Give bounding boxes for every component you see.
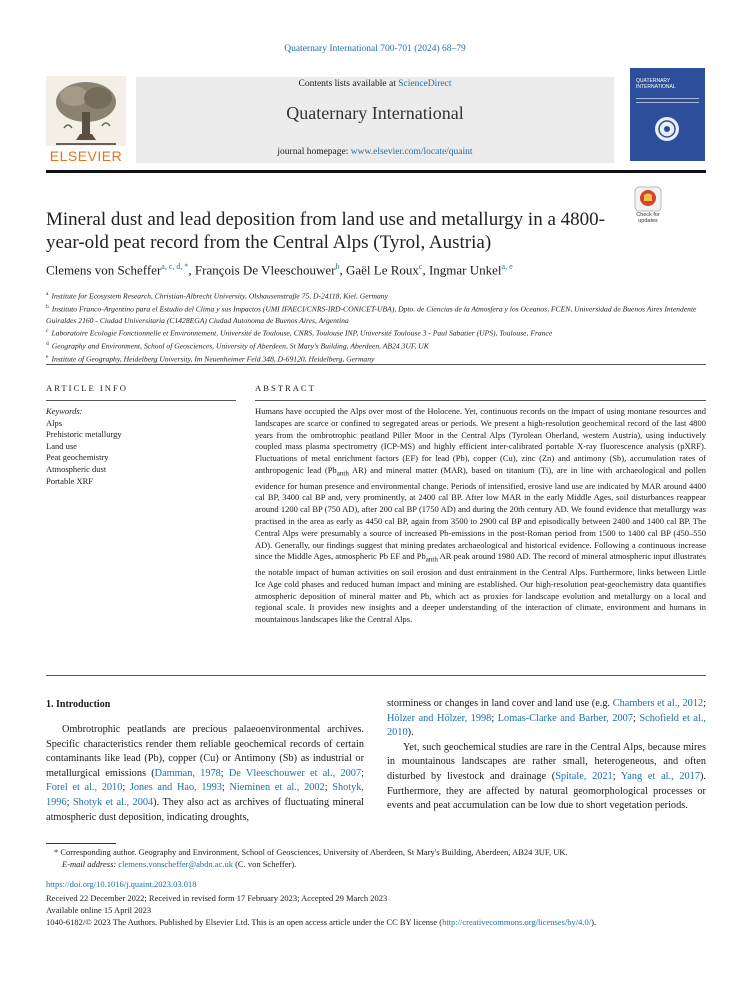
- check-for-updates-badge[interactable]: [630, 186, 666, 224]
- body-text: Ombrotrophic peatlands are precious palaeoenvironmental archives. Specific characteristics render them reliable geochemical records of certain contaminants like lead (Pb), copper (Cu) or Antimony (Sb) as industrial or metallurgical emissions (: [46, 724, 364, 779]
- body-text: ). They also act as archives of fluctuating mineral atmospheric dust deposition, indicating droughts,: [46, 796, 365, 823]
- author-name[interactable]: François De Vleeschouwer: [194, 262, 336, 278]
- author-name[interactable]: Clemens von Scheffer: [46, 262, 162, 278]
- author-affiliation-marks[interactable]: a, c, d, *: [161, 262, 189, 271]
- section-divider: [46, 675, 706, 676]
- article-title: Mineral dust and lead deposition from land use and metallurgy in a 4800-year-old peat record from the Central Alps (Tyrol, Austria): [46, 209, 605, 253]
- author-affiliation-marks[interactable]: b: [335, 262, 340, 271]
- reference-link[interactable]: Damman, 1978: [154, 767, 221, 779]
- abstract-part: Humans have occupied the Alps over most of the Holocene. Yet, continuous records on the impact of using montane resources and landscapes are scarce or confined to segregated areas or periods. We present a high-resolution geochemical record of the last 4800 years from the ombrotrophic peatland Piller Moor in the Central Alps (Tyrolean Oberland, western Austria), using inductively coupled mass plasma spectrometry (ICP-MS) and highly efficient inter-calibrated portable X-ray fluorescence analysis (pXRF). Fluctuations of metal enrichment factors (EF) for lead (Pb), copper (Cu), zinc (Zn) and antimony (Sb), accumulation rates of anthropogenic lead (Pb: [255, 406, 706, 476]
- introduction-left-column: [46, 723, 364, 825]
- affiliation-item: [46, 339, 706, 352]
- introduction-right-column: [387, 697, 706, 814]
- footnote-marker: *: [54, 847, 59, 857]
- abstract-text: [255, 406, 706, 626]
- ref-separator: ;: [122, 782, 130, 794]
- affiliation-text: Laboratoire Ecologie Fonctionnelle et Environnement, Université de Toulouse, CNRS, Toulouse INP, Université Toulouse 3 - Paul Sabatier (UPS), Toulouse, France: [51, 328, 553, 338]
- body-text: Yet, such geochemical studies are rare in the Central Alps, because mires in mountainous landscapes are rather small, heterogeneous, and often disturbed by livestock and drainage (: [387, 741, 706, 782]
- affiliation-mark: e: [46, 354, 49, 361]
- affiliation-text: Instituto Franco-Argentino para el Estudio del Clima y sus Impactos (UMI IFAECI/CNRS-IRD-CONICET-UBA), Dpto. de Ciencias de la Atmosfera y los Oceanos, FCEN, Universidad de Buenos Aires Intendente Guiraldes 2160 - Ciudad Universitaria (C1428EGA) Ciudad Autonoma de Buenos Aires, Argentina: [46, 304, 697, 325]
- check-updates-label: Check for updates: [636, 212, 660, 224]
- affiliation-item: [46, 302, 706, 326]
- ref-separator: ;: [612, 770, 621, 782]
- contents-available-line: [136, 79, 614, 89]
- cover-divider: [636, 102, 699, 103]
- license-text: 1040-6182/© 2023 The Authors. Published by Elsevier Ltd. This is an open access article under the CC BY license (: [46, 917, 443, 927]
- affiliation-text: Institute for Ecosystem Research, Christian-Albrecht University, Olshausenstraβe 75, D-24118, Kiel, Germany: [51, 291, 388, 301]
- author-list: Clemens von Scheffer$^{a, c, d, *}$, François De Vleeschouwer$^b$, Gaël Le Roux$^c$, Ingmar Unkel$^{a, e}$: [46, 262, 513, 278]
- homepage-prefix: journal homepage:: [277, 147, 351, 157]
- section-divider: [46, 364, 706, 365]
- email-link[interactable]: clemens.vonscheffer@abdn.ac.uk: [118, 859, 233, 870]
- body-text: storminess or changes in land cover and land use (e.g.: [387, 698, 613, 709]
- email-label: E-mail address:: [62, 859, 117, 870]
- ref-separator: ;: [632, 712, 640, 724]
- reference-link[interactable]: Spitale, 2021: [555, 770, 613, 782]
- keyword-item: Alps: [46, 417, 63, 428]
- reference-link[interactable]: Forel et al., 2010: [46, 782, 123, 794]
- keyword-item: Land use: [46, 440, 77, 451]
- abstract-subscript: anth: [425, 556, 438, 565]
- affiliation-mark: a: [46, 291, 49, 297]
- journal-homepage-link[interactable]: www.elsevier.com/locate/quaint: [350, 147, 473, 157]
- ref-separator: ;: [66, 796, 73, 808]
- reference-link[interactable]: Schofield et al., 2010: [387, 712, 707, 739]
- body-text: ). Furthermore, they are affected by natural geomorphological processes or events and peat accumulation can be low due to short vegetation periods.: [387, 770, 706, 812]
- reference-link[interactable]: Jones and Hao, 1993: [129, 782, 222, 794]
- reference-link[interactable]: Chambers et al., 2012: [612, 698, 704, 709]
- abstract-part: AR) and mineral matter (MAR), based on titanium (Ti), are in line with archaeological and pollen evidence for human presence and environmental change. Periods of intensified, erosive land use are indicated by MAR around 4400 cal BP, 3400 cal BP and, very prominently, at 2400 cal BP. After low MAR in the early Middle Ages, soil disturbances reappear around 1200 cal BP (750 AD), after 200 cal BP (1750 AD) and during the 20th century AD. We found evidence that metallurgy was practised in the area as early as 4450 cal BP, again from 3500 to 2900 cal BP and episodically between 2400 and 1400 cal BP. The Central Alps were presumably a source of increased Pb-emissions in the post-Roman period from 1500 to 1400 cal BP (450–550 AD). Generally, our findings suggest that mining predates archaeological and historical evidence. Following a continuous increase since the Middle Ages, atmospheric Pb EF and Pb: [255, 465, 707, 562]
- elsevier-wordmark: ELSEVIER: [49, 148, 123, 164]
- reference-link[interactable]: Lomas-Clarke and Barber, 2007: [497, 712, 633, 724]
- paragraph: [387, 741, 706, 814]
- license-line: [46, 917, 746, 927]
- sciencedirect-link[interactable]: ScienceDirect: [398, 79, 452, 89]
- keywords-label: Keywords:: [46, 406, 83, 416]
- ref-separator: ;: [703, 698, 706, 709]
- reference-link[interactable]: Hölzer and Hölzer, 1998: [387, 712, 492, 724]
- journal-cover-thumbnail[interactable]: [630, 68, 705, 161]
- keyword-item: Portable XRF: [46, 475, 93, 486]
- abstract-subscript: anth: [336, 469, 349, 478]
- cover-seal-icon: [654, 116, 680, 142]
- introduction-heading: 1. Introduction: [46, 699, 111, 710]
- affiliation-mark: b: [46, 303, 49, 310]
- email-suffix: (C. von Scheffer).: [232, 859, 297, 870]
- license-text: ).: [591, 917, 597, 927]
- received-dates: Received 22 December 2022; Received in revised form 17 February 2023; Accepted 29 March 2023: [46, 893, 388, 903]
- ref-separator: ;: [220, 767, 229, 779]
- affiliation-text: Institute of Geography, Heidelberg University, Im Neuenheimer Feld 348, D-69120, Heidelberg, Germany: [51, 354, 375, 364]
- keyword-item: Prehistoric metallurgy: [46, 429, 122, 440]
- body-text: ).: [407, 727, 414, 739]
- paragraph: [387, 697, 706, 741]
- keywords-block: [46, 406, 236, 487]
- check-updates-icon: [630, 186, 666, 212]
- abstract-heading: ABSTRACT: [255, 383, 316, 393]
- cover-divider: [636, 98, 699, 99]
- keyword-item: Peat geochemistry: [46, 452, 109, 463]
- abstract-part: AR peak around 1980 AD. The record of mineral atmospheric input illustrates the notable impact of human activities on soil erosion and dust entrainment in the Central Alps. Furthermore, links between Little Ice Age cold phases and reduced human impact and mining are established. Our high-resolution peat-geochemistry data quantifies atmospheric deposition of mineral matter and Pb, which act as proxies for landscape evolution and metallurgy on a local and regional scale. It provides new insights and a deeper understanding of the interaction of climate, environment and humans in mountainous landscapes like the Central Alps.: [255, 551, 707, 625]
- affiliation-mark: c: [46, 328, 49, 335]
- footnote: [46, 846, 706, 870]
- affiliation-text: Geography and Environment, School of Geosciences, University of Aberdeen, St Mary's Building, Aberdeen, AB24 3UF, UK: [51, 341, 429, 351]
- author-name[interactable]: Gaël Le Roux: [345, 262, 419, 278]
- header-divider: [46, 170, 706, 173]
- license-link[interactable]: http://creativecommons.org/licenses/by/4.0/: [442, 917, 592, 927]
- doi-link[interactable]: https://doi.org/10.1016/j.quaint.2023.03.018: [46, 879, 197, 889]
- affiliation-list: [46, 289, 706, 365]
- author-affiliation-marks[interactable]: c: [418, 262, 423, 271]
- reference-link[interactable]: Nieminen et al., 2002: [229, 782, 325, 794]
- article-info-divider: [46, 400, 236, 401]
- abstract-divider: [255, 400, 706, 401]
- online-date: Available online 15 April 2023: [46, 905, 152, 916]
- affiliation-item: [46, 326, 706, 339]
- journal-homepage-line: [136, 147, 614, 157]
- article-dates: [46, 892, 706, 917]
- journal-citation-link[interactable]: Quaternary International 700-701 (2024) 68–79: [284, 44, 466, 54]
- ref-separator: ;: [221, 782, 230, 794]
- corresponding-author-note: [46, 846, 706, 858]
- corresponding-author-text: Corresponding author. Geography and Environment, School of Geosciences, University of Aberdeen, St Mary's Building, Aberdeen, AB24 3UF, UK.: [58, 847, 568, 857]
- cover-title: QUATERNARY INTERNATIONAL: [636, 78, 676, 90]
- contents-prefix: Contents lists available at: [298, 79, 399, 89]
- reference-link[interactable]: De Vleeschouwer et al., 2007: [228, 767, 362, 779]
- author-name[interactable]: Ingmar Unkel: [428, 262, 502, 278]
- ref-separator: ;: [324, 782, 333, 794]
- ref-separator: ;: [491, 712, 498, 724]
- article-info-heading: ARTICLE INFO: [46, 383, 128, 393]
- email-line: [46, 858, 706, 870]
- author-affiliation-marks[interactable]: a, e: [501, 262, 513, 271]
- affiliation-item: [46, 289, 706, 302]
- reference-link[interactable]: Yang et al., 2017: [620, 770, 700, 782]
- journal-title: Quaternary International: [286, 103, 464, 123]
- footnote-divider: [46, 843, 116, 844]
- ref-separator: ;: [361, 767, 364, 779]
- reference-link[interactable]: Shotyk et al., 2004: [72, 796, 154, 808]
- affiliation-mark: d: [46, 341, 49, 348]
- reference-link[interactable]: Shotyk, 1996: [46, 782, 364, 808]
- keyword-item: Atmospheric dust: [46, 463, 107, 474]
